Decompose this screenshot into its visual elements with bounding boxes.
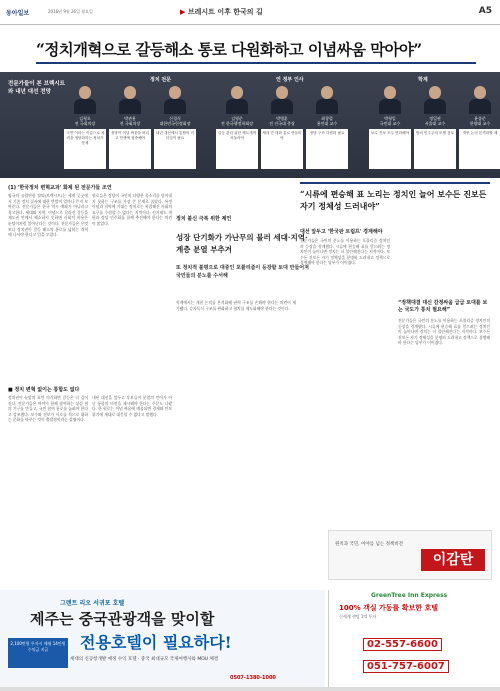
person-quote: 갈등 관리 위한 제도개혁 서둘러야 [216,129,258,169]
person-suit [74,99,96,114]
person-name-text: 김형오 [79,116,91,121]
person-name-text: 박관용 [124,116,136,121]
ad-greentree-phone-2[interactable]: 051-757-6007 [363,660,449,673]
person-name [307,116,347,126]
person-quote: 정당이 이념 싸움을 버리고 민생에 집중해야 [109,129,151,169]
section-subhead-3: 정치 불신 극복 위한 제언 [176,216,232,222]
person-name-text: 정일권 [429,116,441,121]
person-name-text: 박형일 [384,116,396,121]
section-subhead-4: 대선 앞두고 '한국판 트럼프' 경계해야 [300,229,383,235]
person-figure [118,86,142,114]
person-suit [424,99,446,114]
person-name-text: 최창렬 [321,116,333,121]
person-suit [469,99,491,114]
paper-name: 동아일보 [6,10,30,17]
person-figure [73,86,97,114]
person-figure [468,86,492,114]
person-suit [379,99,401,114]
body-col-6: 전문가들은 국민의 분노를 이용하는 포퓰리즘 정치인의 등장을 경계했다. 시류에 편승해 표를 얻으려는 정치인이 늘어나면 정치는 더 불안해진다는 지적이다. 보수든 진보든 자기 정체성을 분명히 드러내고 정책으로 경쟁해야 한다는 당부가 이어졌다. [300,238,390,266]
body-col-1: 영국의 유럽연합 탈퇴(브렉시트)는 세계 곳곳에서 기존 정치 질서에 대한 반발이 얼마나 큰지 보여준다. 전문가들은 한국 역시 예외가 아니라고 경고한다. 세대와 지역, 이념으로 갈라진 갈등을 제도권 안에서 해소하지 못하면 사회적 비용은 눈덩이처럼 불어난다는 것이다. 전문가들은 무엇보다 정치권이 갈등 해소의 통로를 넓히는 개혁에 나서야 한다고 입을 모았다. [8,193,88,238]
ad-jeju-tag: 2,100만원 투자시 매월 14만원 수익금 지급 [8,638,68,668]
person-title-text: 용인대 교수 [316,121,338,126]
person-head [169,86,181,99]
ad-greentree-desc: 신세계 센텀 1억 투자 [339,614,377,619]
main-headline: “정치개혁으로 갈등해소 통로 다원화하고 이념싸움 막아야” [36,40,422,59]
ad-right-top-text: 원칙과 국민, 여야를 넘는 정책비전 [335,542,404,547]
page-footer-rule [0,687,500,691]
person-head [474,86,486,99]
person-name-text: 박병훈 [276,116,288,121]
person-head [276,86,288,99]
ad-jeju-line1: 제주는 중국관광객을 맞이할 [30,610,215,628]
section-subhead-2: ■ 정치 변혁 없이는 통합도 없다 [8,387,80,393]
person-head [231,86,243,99]
person-figure [315,86,339,114]
issue-date: 2016년 9월 26일 월요일 [48,9,93,14]
body-col-2: 원로들은 정당이 국민의 다양한 목소리를 담아내지 못하는 구조를 가장 큰 문제로 꼽았다. 특정 이념과 지역에 기대는 정치로는 복잡해진 사회의 요구를 수렴할 수 없다는 지적이다. 선거제도 개편과 정당 민주화를 함께 추진해야 한다는 의견이 많았다. [92,193,172,226]
ad-jeju-phone[interactable]: 0507-1380-1000 [230,675,276,681]
person-head [429,86,441,99]
ad-greentree-phone-1[interactable]: 02-557-6600 [363,638,442,651]
person-figure [423,86,447,114]
person-quote: 합의 민주주의 모델 검토 [414,129,456,169]
person-name [110,116,150,126]
pull-quote [176,232,311,280]
person-quote: 세대 간 대화 통로 만들어야 [261,129,303,169]
person-title-text: 전 건국대 총장 [269,121,295,126]
body-col-3: 정치권이 눈앞의 표만 의식하면 갈등은 더 깊어진다. 전문가들은 여야가 함께 참여하는 상설 협의 기구를 만들고, 국민 참여 통로를 늘려야 한다고 강조했다. 보수와 진보가 서로를 적으로 대하는 문화를 바꾸는 것이 출발점이라는 설명이다. [8,395,88,423]
ad-greentree[interactable] [328,590,500,691]
body-col-7: 전문가들은 국민의 분노를 이용하는 포퓰리즘 정치인의 등장을 경계했다. 시류에 편승해 표를 얻으려는 정치인이 늘어나면 정치는 더 불안해진다는 지적이다. 보수든 진보든 자기 정체성을 분명히 드러내고 정책으로 경쟁해야 한다는 당부가 이어졌다. [398,318,490,346]
person-head [321,86,333,99]
person-name [155,116,195,126]
ad-right-top[interactable] [328,530,492,580]
person-suit [119,99,141,114]
person-name [65,116,105,126]
person-head [124,86,136,99]
group-label-politics: 정치 전문 [150,77,172,83]
ad-greentree-logo: GreenTree Inn Express [371,592,448,599]
person-suit [271,99,293,114]
ad-jeju-desc: 세대의 신공항개발 예정 수익 호텔 · 중국 최대규모 국제여행사와 MOU 체결 [70,657,219,662]
body-col-5: 학계에서는 개헌 논의를 본격화해 권력 구조를 손봐야 한다는 의견이 제기됐다. 승자독식 구조를 완화하고 협치를 제도화해야 한다는 것이다. [176,300,296,311]
pull-quote-main: 성장 단기화가 가난무의 불러 세대·지역·계층 분열 부추겨 [176,233,308,254]
person-figure [270,86,294,114]
person-title-text: 전 국회의장 [119,121,141,126]
person-quote: 보수 진보 모두 변화해야 [369,129,411,169]
headline-rule [36,62,476,64]
person-title-text: 전 한국행정학회장 [220,121,254,126]
ad-jeju-hotel[interactable] [0,590,325,691]
person-figure [163,86,187,114]
person-title-text: 전 국회의장 [74,121,96,126]
person-name [370,116,410,126]
masthead [0,0,500,25]
person-suit [164,99,186,114]
section-subhead-1: (1) '한국정치 변혁교과' 화제 된 전문가들 조언 [8,185,112,191]
ad-jeju-line2: 전용호텔이 필요하다! [80,633,232,652]
person-name-text: 윤종준 [474,116,486,121]
person-title-text: 대한민국헌정회장 [159,121,191,126]
page-number: A5 [478,6,492,16]
section-subhead-5: “정책대결 대신 감정싸움 급급 토대를 보는 국도가 통치 필요해” [398,300,488,313]
person-quote: '국민'이라는 이름으로 폭력을 정당화하는 정치가 문제 [64,129,106,169]
person-name [217,116,257,126]
person-suit [226,99,248,114]
pull-quote-sub: 또 정치적 불평으로 대중인 포퓰리즘이 등장할 토대 만들어져 국민들의 분노를 수서해 [176,265,309,279]
group-label-academia: 학계 [418,77,428,83]
person-head [79,86,91,99]
person-quote: 개헌 논의 본격화할 때 [459,129,500,169]
person-suit [316,99,338,114]
person-title-text: 국민대 교수 [379,121,401,126]
person-name [415,116,455,126]
person-figure [378,86,402,114]
person-quote: 정당 구조 다원화 필요 [306,129,348,169]
ad-greentree-title: 100% 객실 가동률 확보한 호텔 [339,604,438,612]
panel-photo [0,72,500,178]
body-col-4: 내년 대선을 앞두고 후보들이 분열의 언어가 아닌 통합의 비전을 제시해야 한다는 주문도 나왔다. 한 원로는 이념 싸움에 매몰되면 경제와 안보 위기에 제대로 대응할 수 없다고 말했다. [92,395,172,417]
person-figure [225,86,249,114]
ad-jeju-kicker: 그랜트 리오 서귀포 호텔 [60,600,125,607]
person-name [262,116,302,126]
person-head [384,86,396,99]
person-quote: 내년 대선에서 통합의 리더십이 필요 [154,129,196,169]
person-name-text: 김영준 [231,116,243,121]
person-name-text: 신경식 [169,116,181,121]
ad-right-top-name: 이감탄 [421,549,485,571]
section-title: ▶ 브레시트 이후 한국의 길 [180,8,263,16]
box-quote: “시류에 편승해 표 노리는 정치인 늘어 보수든 진보든 자기 정체성 드러내야” [300,182,490,212]
person-title-text: 서울대 교수 [424,121,446,126]
photo-caption: 전문가들이 본 브렉시트와 내년 대선 전망 [8,81,65,95]
person-title-text: 한양대 교수 [469,121,491,126]
group-label-government: 언 정부 인사 [276,77,304,83]
person-name [460,116,500,126]
